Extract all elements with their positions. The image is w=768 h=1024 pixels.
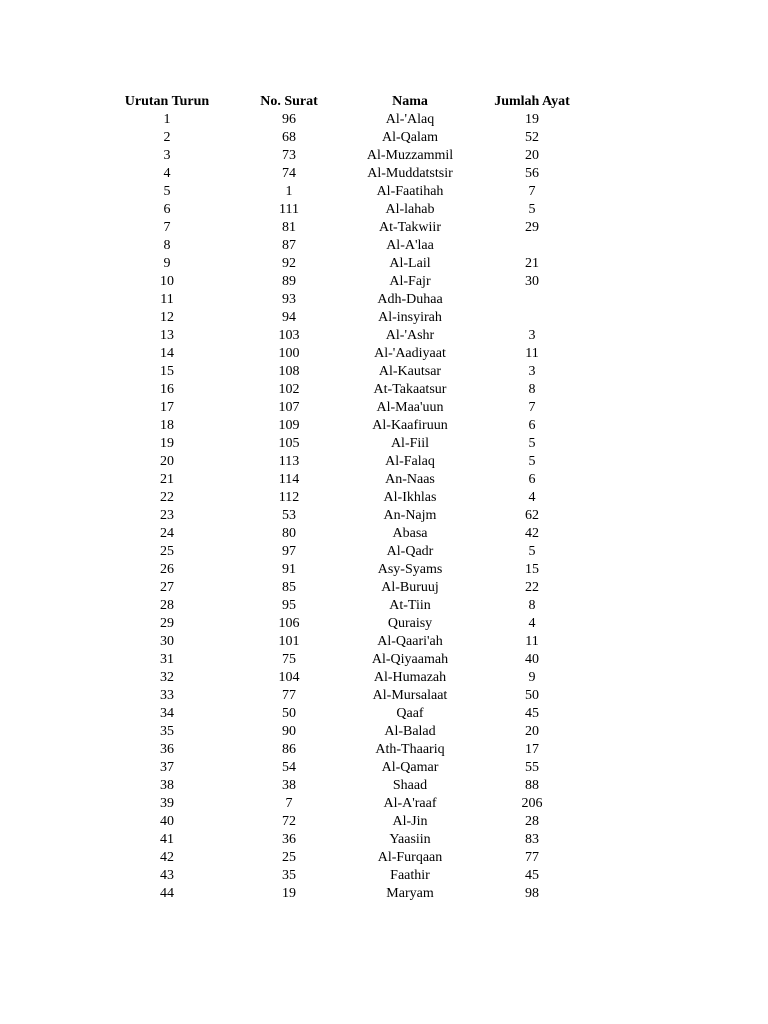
- cell-nama: Al-Mursalaat: [372, 688, 448, 703]
- cell-urutan-turun: 10: [160, 274, 174, 289]
- cell-no-surat: 96: [282, 112, 296, 127]
- cell-nama: Al-Qaari'ah: [377, 634, 443, 649]
- cell-jumlah-ayat: 45: [525, 706, 539, 721]
- cell-jumlah-ayat: 40: [525, 652, 539, 667]
- cell-nama: Adh-Duhaa: [377, 292, 443, 307]
- cell-no-surat: 85: [282, 580, 296, 595]
- cell-no-surat: 101: [278, 634, 300, 649]
- cell-jumlah-ayat: 8: [528, 382, 536, 397]
- cell-jumlah-ayat: 56: [525, 166, 539, 181]
- table-row: [0, 381, 768, 399]
- cell-urutan-turun: 40: [160, 814, 174, 829]
- cell-urutan-turun: 44: [160, 886, 174, 901]
- cell-nama: Al-Humazah: [373, 670, 447, 685]
- cell-nama: An-Naas: [385, 472, 435, 487]
- table-row: [0, 399, 768, 417]
- cell-nama: Al-Fiil: [390, 436, 430, 451]
- cell-no-surat: 113: [278, 454, 300, 469]
- cell-jumlah-ayat: 20: [525, 724, 539, 739]
- table-row: [0, 525, 768, 543]
- cell-no-surat: 54: [282, 760, 296, 775]
- table-row: [0, 471, 768, 489]
- table-row: [0, 597, 768, 615]
- cell-urutan-turun: 17: [160, 400, 174, 415]
- cell-urutan-turun: 3: [163, 148, 171, 163]
- cell-urutan-turun: 11: [160, 292, 174, 307]
- cell-no-surat: 1: [285, 184, 293, 199]
- cell-nama: Maryam: [386, 886, 434, 901]
- cell-jumlah-ayat: 4: [528, 490, 536, 505]
- table-row: [0, 741, 768, 759]
- cell-urutan-turun: 6: [163, 202, 171, 217]
- cell-no-surat: 89: [282, 274, 296, 289]
- cell-urutan-turun: 29: [160, 616, 174, 631]
- cell-urutan-turun: 42: [160, 850, 174, 865]
- table-row: [0, 237, 768, 255]
- table-row: [0, 183, 768, 201]
- cell-jumlah-ayat: 83: [525, 832, 539, 847]
- cell-urutan-turun: 37: [160, 760, 174, 775]
- cell-urutan-turun: 30: [160, 634, 174, 649]
- table-row: [0, 165, 768, 183]
- cell-no-surat: 109: [278, 418, 300, 433]
- table-row: [0, 255, 768, 273]
- cell-urutan-turun: 36: [160, 742, 174, 757]
- cell-nama: Al-Qadr: [386, 544, 434, 559]
- table-row: [0, 489, 768, 507]
- table-row: [0, 687, 768, 705]
- cell-urutan-turun: 28: [160, 598, 174, 613]
- cell-nama: Quraisy: [387, 616, 433, 631]
- cell-nama: Al-Faatihah: [376, 184, 444, 199]
- cell-no-surat: 91: [282, 562, 296, 577]
- cell-nama: Al-Falaq: [385, 454, 435, 469]
- cell-nama: Al-A'raaf: [383, 796, 437, 811]
- table-row: [0, 885, 768, 903]
- cell-nama: At-Takaatsur: [373, 382, 447, 397]
- cell-nama: Abasa: [392, 526, 428, 541]
- cell-nama: Al-Muddatstsir: [367, 166, 453, 181]
- table-row: [0, 579, 768, 597]
- table-row: [0, 435, 768, 453]
- cell-nama: Shaad: [392, 778, 428, 793]
- cell-nama: Al-Qamar: [381, 760, 439, 775]
- cell-jumlah-ayat: 15: [525, 562, 539, 577]
- cell-no-surat: 25: [282, 850, 296, 865]
- header-jumlah-ayat: Jumlah Ayat: [494, 94, 570, 109]
- cell-nama: Al-Qalam: [382, 130, 438, 145]
- cell-urutan-turun: 27: [160, 580, 174, 595]
- cell-jumlah-ayat: 21: [525, 256, 539, 271]
- table-row: [0, 291, 768, 309]
- cell-no-surat: 36: [282, 832, 296, 847]
- cell-jumlah-ayat: 77: [525, 850, 539, 865]
- cell-jumlah-ayat: 4: [528, 616, 536, 631]
- cell-jumlah-ayat: 5: [528, 202, 536, 217]
- cell-nama: Al-lahab: [385, 202, 435, 217]
- cell-no-surat: 114: [278, 472, 300, 487]
- table-row: [0, 723, 768, 741]
- table-row: [0, 561, 768, 579]
- cell-urutan-turun: 7: [163, 220, 171, 235]
- cell-nama: Qaaf: [396, 706, 424, 721]
- cell-no-surat: 38: [282, 778, 296, 793]
- cell-no-surat: 73: [282, 148, 296, 163]
- cell-nama: Al-A'laa: [386, 238, 434, 253]
- cell-nama: Al-Jin: [392, 814, 428, 829]
- cell-no-surat: 92: [282, 256, 296, 271]
- cell-no-surat: 86: [282, 742, 296, 757]
- cell-no-surat: 93: [282, 292, 296, 307]
- cell-nama: Al-Qiyaamah: [371, 652, 449, 667]
- table-header-row: [0, 93, 768, 111]
- cell-nama: Al-Lail: [389, 256, 431, 271]
- cell-jumlah-ayat: 3: [528, 328, 536, 343]
- cell-nama: Al-Buruuj: [381, 580, 439, 595]
- cell-no-surat: 50: [282, 706, 296, 721]
- table-row: [0, 849, 768, 867]
- cell-urutan-turun: 43: [160, 868, 174, 883]
- cell-no-surat: 95: [282, 598, 296, 613]
- table-row: [0, 813, 768, 831]
- cell-urutan-turun: 41: [160, 832, 174, 847]
- table-row: [0, 867, 768, 885]
- cell-urutan-turun: 23: [160, 508, 174, 523]
- cell-no-surat: 81: [282, 220, 296, 235]
- cell-urutan-turun: 4: [163, 166, 171, 181]
- cell-urutan-turun: 16: [160, 382, 174, 397]
- cell-urutan-turun: 25: [160, 544, 174, 559]
- cell-nama: Al-insyirah: [378, 310, 442, 325]
- header-no-surat: No. Surat: [260, 94, 318, 109]
- cell-nama: Al-Furqaan: [377, 850, 443, 865]
- cell-nama: Faathir: [390, 868, 430, 883]
- cell-nama: Al-'Aadiyaat: [374, 346, 446, 361]
- cell-urutan-turun: 22: [160, 490, 174, 505]
- table-row: [0, 363, 768, 381]
- table-row: [0, 759, 768, 777]
- table-row: [0, 669, 768, 687]
- cell-no-surat: 74: [282, 166, 296, 181]
- cell-urutan-turun: 26: [160, 562, 174, 577]
- cell-jumlah-ayat: 19: [525, 112, 539, 127]
- table-row: [0, 345, 768, 363]
- table-row: [0, 615, 768, 633]
- table-row: [0, 201, 768, 219]
- cell-jumlah-ayat: 11: [525, 634, 539, 649]
- cell-no-surat: 72: [282, 814, 296, 829]
- cell-nama: Al-Muzzammil: [366, 148, 454, 163]
- cell-urutan-turun: 32: [160, 670, 174, 685]
- cell-urutan-turun: 34: [160, 706, 174, 721]
- table-row: [0, 129, 768, 147]
- cell-no-surat: 35: [282, 868, 296, 883]
- cell-nama: Asy-Syams: [377, 562, 443, 577]
- cell-jumlah-ayat: 3: [528, 364, 536, 379]
- cell-nama: Al-Maa'uun: [376, 400, 444, 415]
- cell-jumlah-ayat: 8: [528, 598, 536, 613]
- table-row: [0, 309, 768, 327]
- cell-jumlah-ayat: 28: [525, 814, 539, 829]
- cell-nama: Al-Ikhlas: [383, 490, 437, 505]
- table-row: [0, 507, 768, 525]
- cell-no-surat: 102: [278, 382, 300, 397]
- cell-jumlah-ayat: 5: [528, 544, 536, 559]
- cell-no-surat: 94: [282, 310, 296, 325]
- cell-jumlah-ayat: 22: [525, 580, 539, 595]
- cell-jumlah-ayat: 62: [525, 508, 539, 523]
- cell-nama: Al-Kautsar: [378, 364, 442, 379]
- cell-urutan-turun: 5: [163, 184, 171, 199]
- cell-nama: At-Tiin: [389, 598, 431, 613]
- cell-jumlah-ayat: 29: [525, 220, 539, 235]
- cell-no-surat: 107: [278, 400, 300, 415]
- cell-urutan-turun: 2: [163, 130, 171, 145]
- cell-no-surat: 97: [282, 544, 296, 559]
- cell-jumlah-ayat: 30: [525, 274, 539, 289]
- cell-no-surat: 77: [282, 688, 296, 703]
- cell-nama: An-Najm: [383, 508, 437, 523]
- cell-urutan-turun: 9: [163, 256, 171, 271]
- cell-jumlah-ayat: 6: [528, 418, 536, 433]
- cell-nama: At-Takwiir: [378, 220, 441, 235]
- cell-nama: Yaasiin: [389, 832, 431, 847]
- cell-jumlah-ayat: 9: [528, 670, 536, 685]
- table-row: [0, 219, 768, 237]
- cell-jumlah-ayat: 206: [521, 796, 543, 811]
- cell-no-surat: 75: [282, 652, 296, 667]
- cell-no-surat: 19: [282, 886, 296, 901]
- table-row: [0, 705, 768, 723]
- cell-urutan-turun: 35: [160, 724, 174, 739]
- cell-urutan-turun: 8: [163, 238, 171, 253]
- cell-jumlah-ayat: 7: [528, 400, 536, 415]
- cell-urutan-turun: 24: [160, 526, 174, 541]
- cell-no-surat: 111: [279, 202, 299, 217]
- cell-nama: Al-'Alaq: [385, 112, 435, 127]
- cell-no-surat: 105: [278, 436, 300, 451]
- cell-nama: Al-Kaafiruun: [372, 418, 448, 433]
- cell-no-surat: 90: [282, 724, 296, 739]
- cell-no-surat: 68: [282, 130, 296, 145]
- table-row: [0, 273, 768, 291]
- cell-nama: Al-Fajr: [389, 274, 431, 289]
- cell-urutan-turun: 33: [160, 688, 174, 703]
- table-row: [0, 795, 768, 813]
- table-body: [0, 111, 768, 903]
- cell-no-surat: 100: [278, 346, 300, 361]
- table-row: [0, 147, 768, 165]
- cell-urutan-turun: 39: [160, 796, 174, 811]
- cell-nama: Ath-Thaariq: [375, 742, 445, 757]
- cell-jumlah-ayat: 55: [525, 760, 539, 775]
- table-row: [0, 831, 768, 849]
- cell-jumlah-ayat: 5: [528, 436, 536, 451]
- table-row: [0, 327, 768, 345]
- table-row: [0, 543, 768, 561]
- table-row: [0, 453, 768, 471]
- table-row: [0, 111, 768, 129]
- cell-urutan-turun: 14: [160, 346, 174, 361]
- cell-jumlah-ayat: 45: [525, 868, 539, 883]
- header-nama: Nama: [392, 94, 428, 109]
- cell-urutan-turun: 15: [160, 364, 174, 379]
- table-row: [0, 651, 768, 669]
- cell-no-surat: 103: [278, 328, 300, 343]
- cell-jumlah-ayat: 88: [525, 778, 539, 793]
- cell-jumlah-ayat: 50: [525, 688, 539, 703]
- surah-table: [0, 93, 768, 903]
- cell-no-surat: 104: [278, 670, 300, 685]
- cell-urutan-turun: 12: [160, 310, 174, 325]
- cell-jumlah-ayat: 7: [528, 184, 536, 199]
- cell-jumlah-ayat: 5: [528, 454, 536, 469]
- cell-jumlah-ayat: 11: [525, 346, 539, 361]
- cell-urutan-turun: 18: [160, 418, 174, 433]
- cell-urutan-turun: 20: [160, 454, 174, 469]
- cell-jumlah-ayat: 42: [525, 526, 539, 541]
- table-row: [0, 417, 768, 435]
- cell-no-surat: 106: [278, 616, 300, 631]
- header-urutan-turun: Urutan Turun: [124, 94, 210, 109]
- cell-urutan-turun: 1: [163, 112, 171, 127]
- cell-nama: Al-Balad: [384, 724, 436, 739]
- cell-jumlah-ayat: 6: [528, 472, 536, 487]
- cell-nama: Al-'Ashr: [385, 328, 435, 343]
- cell-urutan-turun: 21: [160, 472, 174, 487]
- cell-urutan-turun: 31: [160, 652, 174, 667]
- table-row: [0, 777, 768, 795]
- cell-no-surat: 108: [278, 364, 300, 379]
- cell-no-surat: 87: [282, 238, 296, 253]
- cell-urutan-turun: 13: [160, 328, 174, 343]
- cell-urutan-turun: 38: [160, 778, 174, 793]
- cell-no-surat: 80: [282, 526, 296, 541]
- cell-jumlah-ayat: 98: [525, 886, 539, 901]
- table-row: [0, 633, 768, 651]
- cell-no-surat: 53: [282, 508, 296, 523]
- cell-no-surat: 7: [285, 796, 293, 811]
- cell-no-surat: 112: [278, 490, 300, 505]
- cell-jumlah-ayat: 17: [525, 742, 539, 757]
- cell-jumlah-ayat: 20: [525, 148, 539, 163]
- cell-jumlah-ayat: 52: [525, 130, 539, 145]
- cell-urutan-turun: 19: [160, 436, 174, 451]
